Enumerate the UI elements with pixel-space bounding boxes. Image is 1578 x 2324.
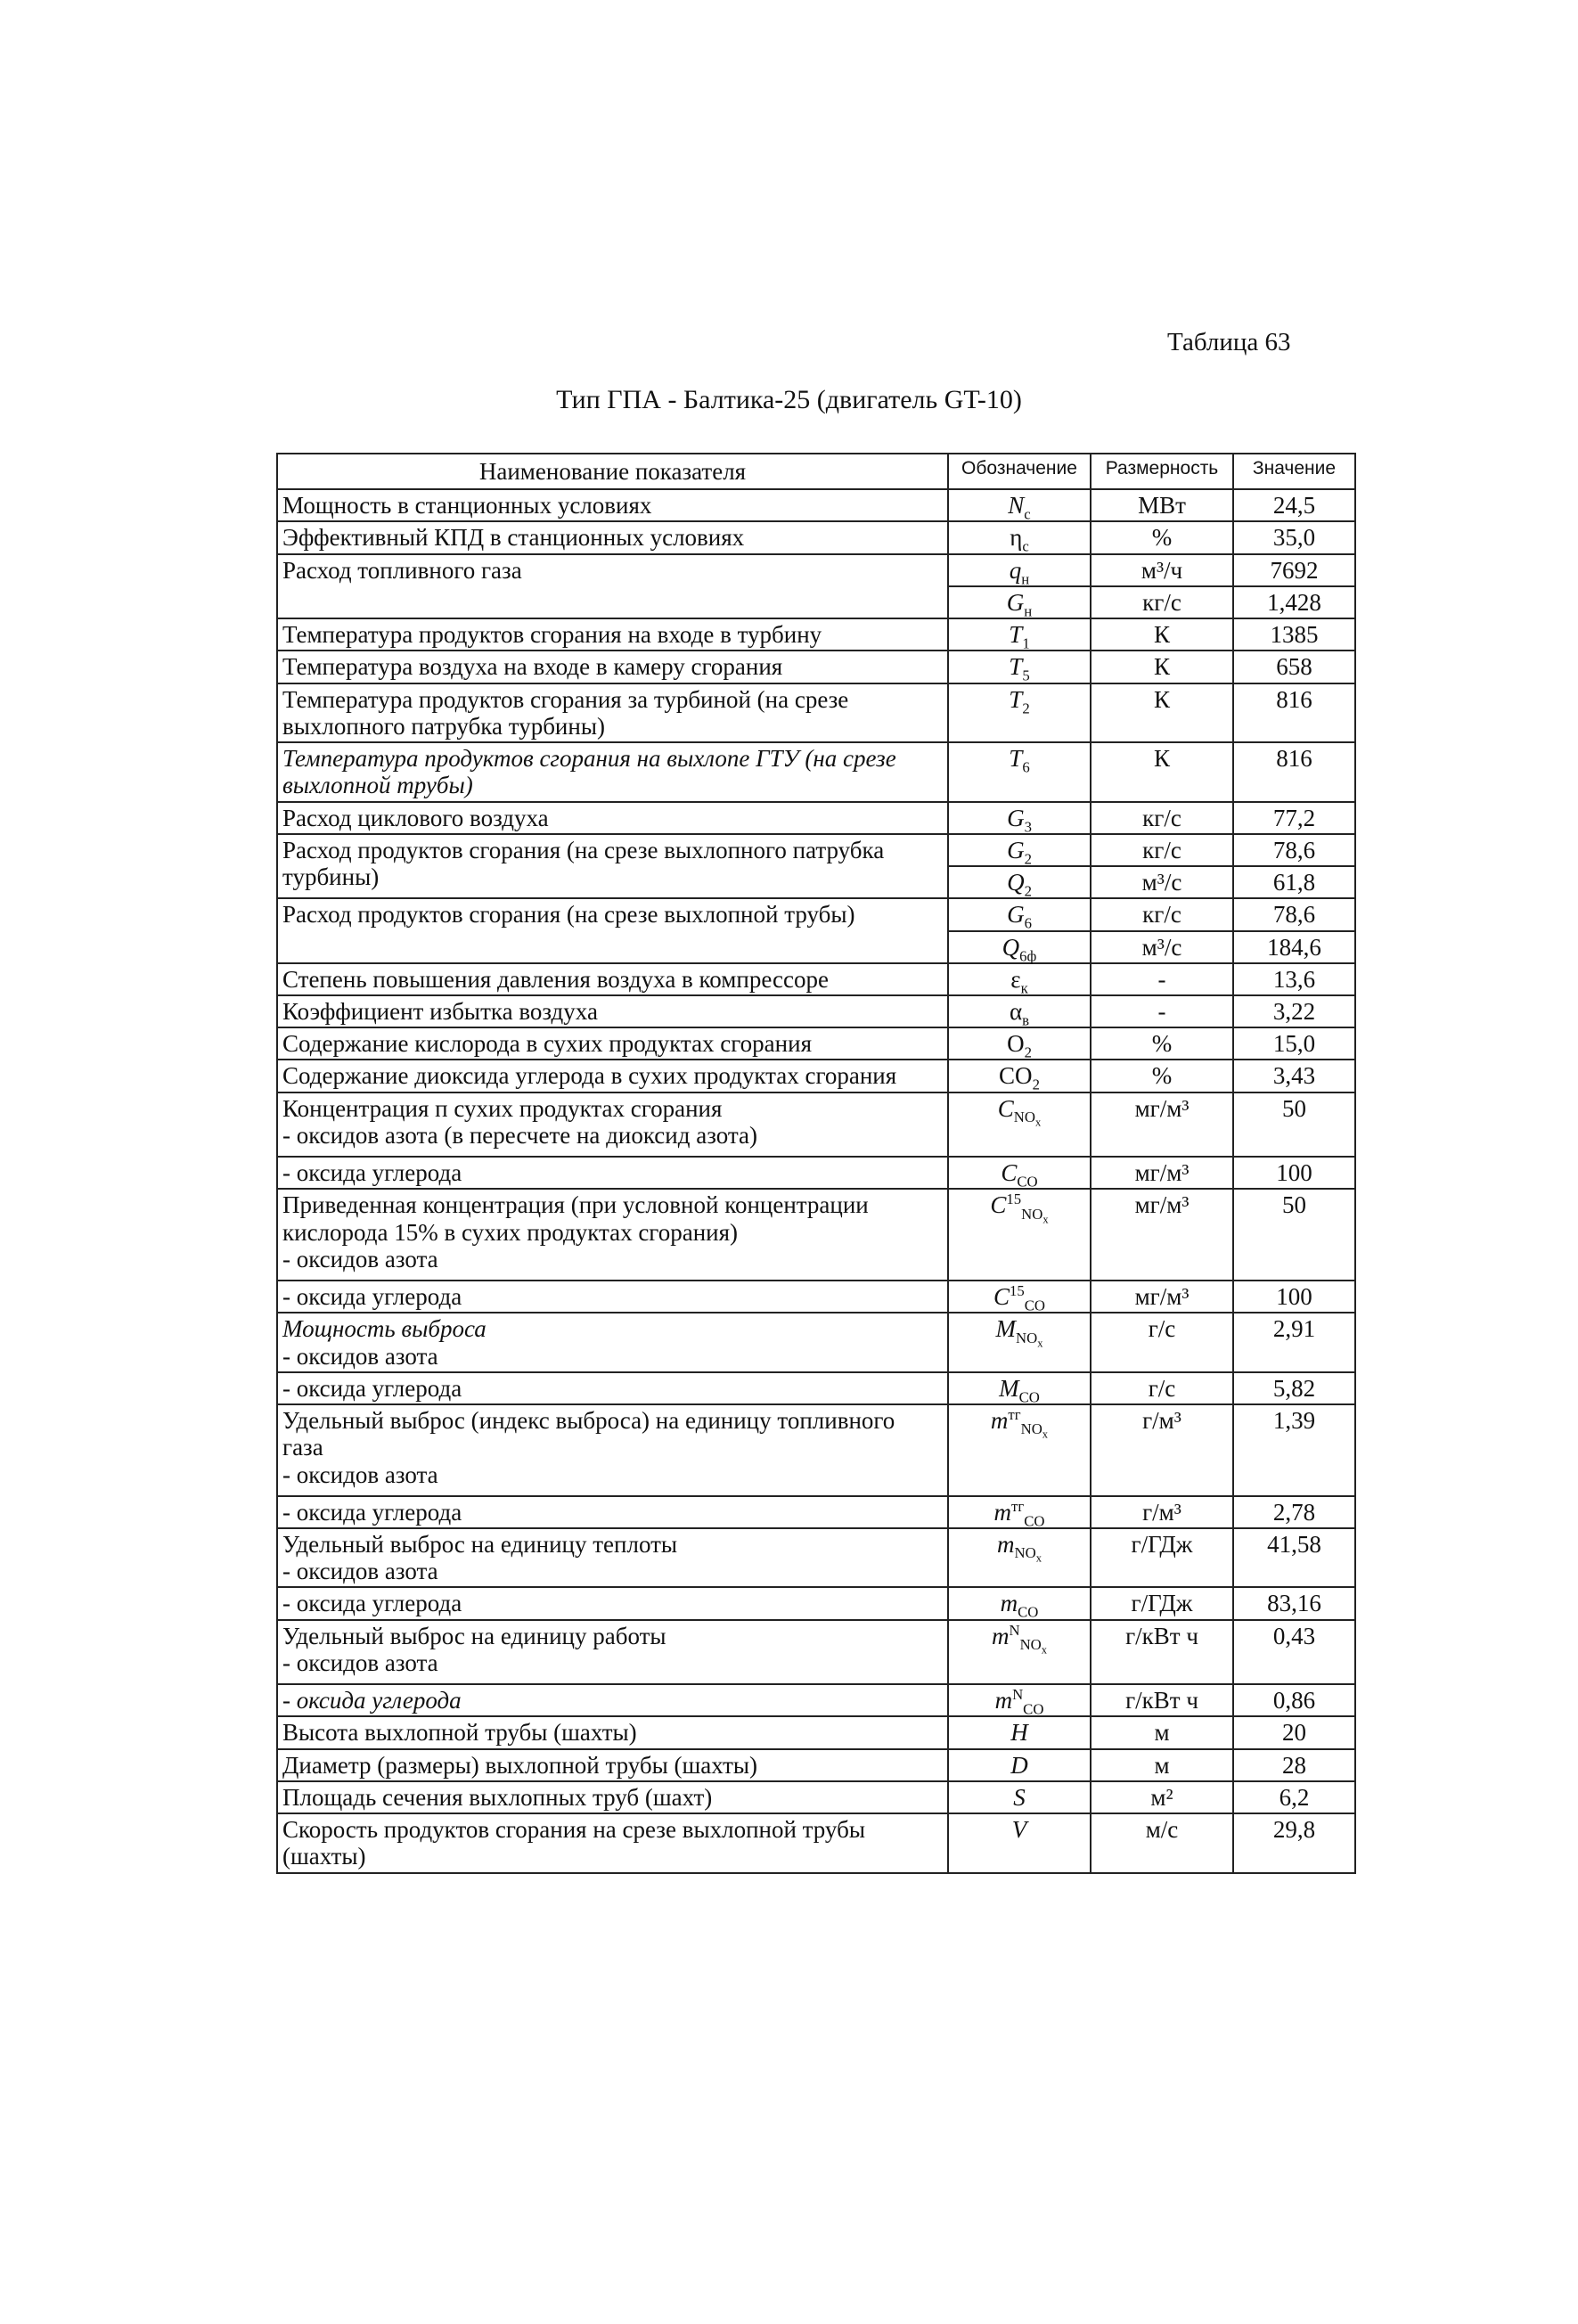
param-name: Содержание кислорода в сухих продуктах сгорания [277,1027,948,1060]
param-symbol: $M_{NO_x}$ [948,1313,1091,1371]
param-symbol: $T_1$ [948,618,1091,651]
param-name: Диаметр (размеры) выхлопной трубы (шахты) [277,1749,948,1781]
param-value: 816 [1233,742,1355,801]
param-name: Высота выхлопной трубы (шахты) [277,1716,948,1748]
param-name: Температура продуктов сгорания на выхлопе ГТУ (на срезе выхлопной трубы) [277,742,948,801]
table-row [277,742,1355,801]
param-value: 658 [1233,651,1355,683]
param-symbol: $\eta_с$ [948,521,1091,553]
param-name: - оксида углерода [277,1372,948,1404]
table-row [277,1372,1355,1404]
param-symbol: H [948,1716,1091,1748]
param-value: 15,0 [1233,1027,1355,1060]
param-unit: % [1091,521,1233,553]
table-row [277,898,1355,930]
param-name: Мощность в станционных условиях [277,489,948,521]
param-value: 100 [1233,1157,1355,1189]
param-name: Площадь сечения выхлопных труб (шахт) [277,1781,948,1813]
param-symbol: $\varepsilon_к$ [948,963,1091,995]
param-unit: г/ГДж [1091,1587,1233,1619]
table-row [277,1620,1355,1684]
table-row [277,1749,1355,1781]
param-name: Расход продуктов сгорания (на срезе выхлопного патрубка турбины) [277,834,948,898]
param-unit: - [1091,995,1233,1027]
table-row [277,1716,1355,1748]
table-row [277,1684,1355,1716]
param-value: 78,6 [1233,834,1355,866]
table-row [277,683,1355,742]
param-value: 1385 [1233,618,1355,651]
param-symbol: $G_3$ [948,802,1091,834]
param-name: Концентрация п сухих продуктах сгорания - оксидов азота (в пересчете на диоксид азота) [277,1092,948,1157]
param-unit: мг/м³ [1091,1092,1233,1157]
param-value: 2,91 [1233,1313,1355,1371]
table-row [277,1587,1355,1619]
param-symbol: $\alpha_в$ [948,995,1091,1027]
col-header-value: Значение [1233,454,1355,489]
param-name: Температура продуктов сгорания за турбиной (на срезе выхлопного патрубка турбины) [277,683,948,742]
table-row [277,1157,1355,1189]
param-symbol: $m_{CO}$ [948,1587,1091,1619]
table-row [277,834,1355,866]
param-value: 3,43 [1233,1060,1355,1092]
param-symbol: $CO_2$ [948,1060,1091,1092]
table-row [277,1060,1355,1092]
param-symbol: $C^{15}_{NO_x}$ [948,1189,1091,1281]
param-symbol: $N_с$ [948,489,1091,521]
table-row [277,1281,1355,1313]
param-name: Содержание диоксида углерода в сухих продуктах сгорания [277,1060,948,1092]
table-row [277,995,1355,1027]
param-symbol: $q_н$ [948,554,1091,586]
param-name: Мощность выброса - оксидов азота [277,1313,948,1371]
param-symbol: $m^{тг}_{CO}$ [948,1496,1091,1528]
param-unit: К [1091,618,1233,651]
param-symbol: $C_{CO}$ [948,1157,1091,1189]
param-symbol: $m^N_{CO}$ [948,1684,1091,1716]
param-value: 50 [1233,1092,1355,1157]
param-unit: м [1091,1749,1233,1781]
param-name: - оксида углерода [277,1587,948,1619]
param-unit: МВт [1091,489,1233,521]
param-unit: кг/с [1091,802,1233,834]
param-unit: м² [1091,1781,1233,1813]
param-name: Расход топливного газа [277,554,948,618]
param-symbol: V [948,1813,1091,1872]
param-name: Удельный выброс на единицу работы - оксидов азота [277,1620,948,1684]
param-unit: г/с [1091,1372,1233,1404]
param-unit: м³/ч [1091,554,1233,586]
param-unit: кг/с [1091,586,1233,618]
param-unit: кг/с [1091,834,1233,866]
param-name: - оксида углерода [277,1157,948,1189]
param-symbol: $m^N_{NO_x}$ [948,1620,1091,1684]
param-unit: г/м³ [1091,1404,1233,1496]
param-symbol: $T_6$ [948,742,1091,801]
table-row [277,1189,1355,1281]
table-row [277,1404,1355,1496]
param-unit: % [1091,1060,1233,1092]
param-symbol: $C_{NO_x}$ [948,1092,1091,1157]
param-value: 0,86 [1233,1684,1355,1716]
param-name: - оксида углерода [277,1281,948,1313]
param-unit: К [1091,742,1233,801]
param-value: 816 [1233,683,1355,742]
param-name: Расход циклового воздуха [277,802,948,834]
table-row [277,1813,1355,1872]
table-row [277,1496,1355,1528]
param-value: 13,6 [1233,963,1355,995]
param-name: Температура продуктов сгорания на входе в турбину [277,618,948,651]
param-value: 24,5 [1233,489,1355,521]
param-value: 28 [1233,1749,1355,1781]
table-row [277,651,1355,683]
param-name: Скорость продуктов сгорания на срезе выхлопной трубы (шахты) [277,1813,948,1872]
param-value: 83,16 [1233,1587,1355,1619]
param-symbol: D [948,1749,1091,1781]
param-value: 1,39 [1233,1404,1355,1496]
param-symbol: $m_{NO_x}$ [948,1528,1091,1587]
param-symbol: $G_6$ [948,898,1091,930]
param-value: 3,22 [1233,995,1355,1027]
param-unit: г/с [1091,1313,1233,1371]
param-value: 100 [1233,1281,1355,1313]
param-name: Удельный выброс на единицу теплоты - оксидов азота [277,1528,948,1587]
table-row [277,489,1355,521]
parameters-table [276,453,1356,1874]
param-name: Приведенная концентрация (при условной концентрации кислорода 15% в сухих продуктах сгорания) - оксидов азота [277,1189,948,1281]
param-unit: м [1091,1716,1233,1748]
param-name: Эффективный КПД в станционных условиях [277,521,948,553]
col-header-name: Наименование показателя [277,454,948,489]
param-value: 1,428 [1233,586,1355,618]
col-header-symbol: Обозначение [948,454,1091,489]
param-name: - оксида углерода [277,1496,948,1528]
param-name: Температура воздуха на входе в камеру сгорания [277,651,948,683]
param-symbol: $Q_{6ф}$ [948,931,1091,963]
param-unit: г/кВт ч [1091,1684,1233,1716]
param-value: 184,6 [1233,931,1355,963]
param-unit: м³/с [1091,931,1233,963]
param-name: Коэффициент избытка воздуха [277,995,948,1027]
param-name: Степень повышения давления воздуха в компрессоре [277,963,948,995]
param-value: 20 [1233,1716,1355,1748]
param-value: 61,8 [1233,866,1355,898]
param-value: 35,0 [1233,521,1355,553]
param-value: 77,2 [1233,802,1355,834]
param-unit: кг/с [1091,898,1233,930]
header-row [277,454,1355,489]
param-unit: % [1091,1027,1233,1060]
param-unit: К [1091,651,1233,683]
col-header-unit: Размерность [1091,454,1233,489]
table-row [277,802,1355,834]
param-symbol: $m^{тг}_{NO_x}$ [948,1404,1091,1496]
param-symbol: $C^{15}_{CO}$ [948,1281,1091,1313]
param-symbol: $G_2$ [948,834,1091,866]
table-row [277,1313,1355,1371]
param-unit: мг/м³ [1091,1281,1233,1313]
param-value: 6,2 [1233,1781,1355,1813]
param-value: 2,78 [1233,1496,1355,1528]
param-value: 29,8 [1233,1813,1355,1872]
param-name: - оксида углерода [277,1684,948,1716]
param-value: 78,6 [1233,898,1355,930]
table-title: Тип ГПА - Балтика-25 (двигатель GT-10) [556,385,1022,414]
param-symbol: S [948,1781,1091,1813]
param-unit: - [1091,963,1233,995]
param-name: Расход продуктов сгорания (на срезе выхлопной трубы) [277,898,948,962]
param-unit: м³/с [1091,866,1233,898]
table-row [277,1528,1355,1587]
table-row [277,1781,1355,1813]
param-unit: К [1091,683,1233,742]
param-value: 41,58 [1233,1528,1355,1587]
table-row [277,554,1355,586]
param-name: Удельный выброс (индекс выброса) на единицу топливного газа - оксидов азота [277,1404,948,1496]
param-symbol: $G_н$ [948,586,1091,618]
table-row [277,521,1355,553]
table-row [277,1092,1355,1157]
table-number: Таблица 63 [1167,328,1291,356]
table-row [277,1027,1355,1060]
param-symbol: $M_{CO}$ [948,1372,1091,1404]
param-unit: г/м³ [1091,1496,1233,1528]
param-symbol: $T_2$ [948,683,1091,742]
param-value: 5,82 [1233,1372,1355,1404]
param-value: 0,43 [1233,1620,1355,1684]
param-symbol: $T_5$ [948,651,1091,683]
param-unit: мг/м³ [1091,1157,1233,1189]
param-unit: г/ГДж [1091,1528,1233,1587]
param-unit: мг/м³ [1091,1189,1233,1281]
param-unit: г/кВт ч [1091,1620,1233,1684]
table-row [277,963,1355,995]
table-row [277,618,1355,651]
param-symbol: $O_2$ [948,1027,1091,1060]
param-value: 50 [1233,1189,1355,1281]
param-symbol: $Q_2$ [948,866,1091,898]
param-value: 7692 [1233,554,1355,586]
param-unit: м/с [1091,1813,1233,1872]
